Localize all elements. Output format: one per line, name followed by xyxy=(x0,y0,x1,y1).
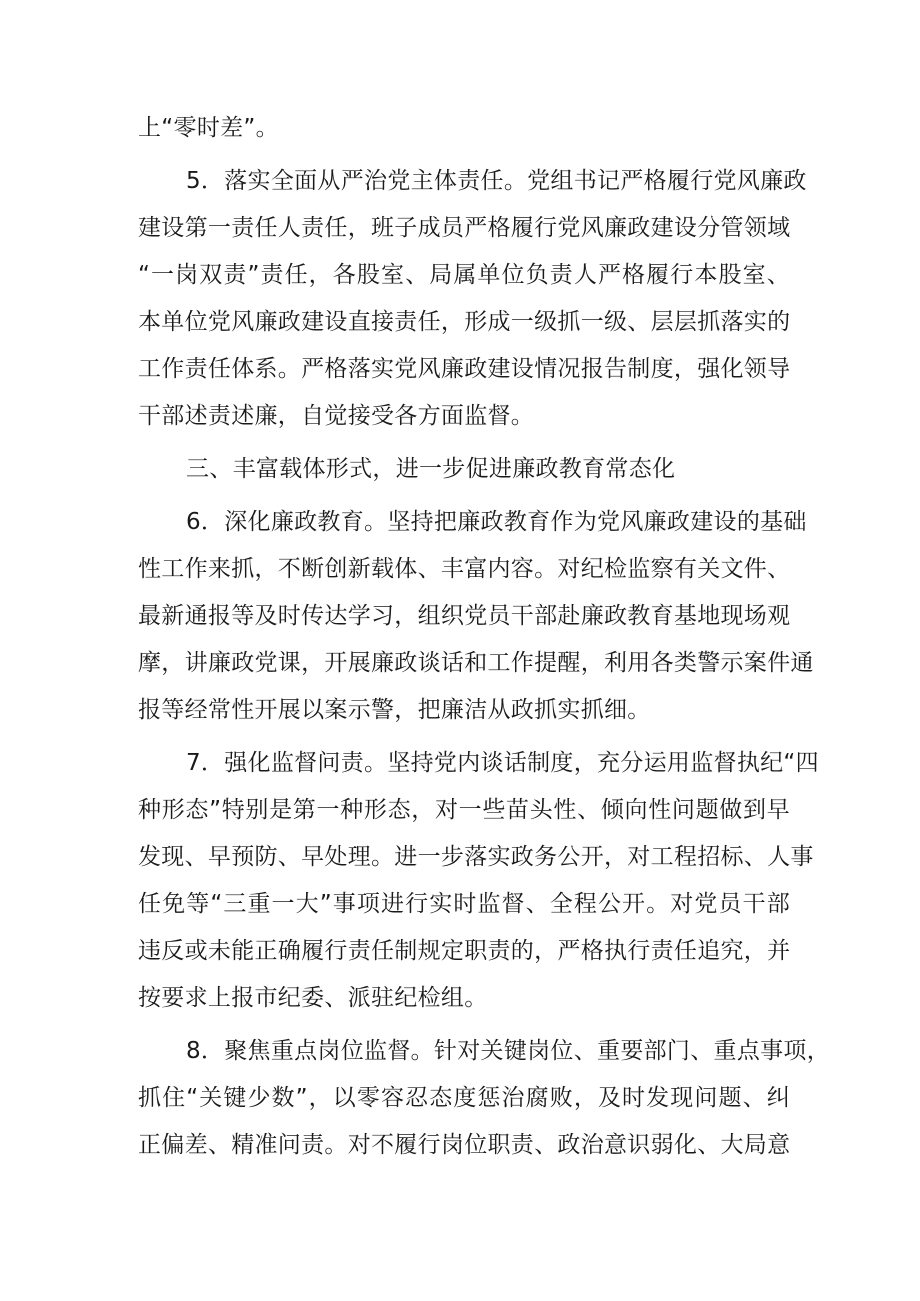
text-line: 任免等“三重一大”事项进行实时监督、全程公开。对党员干部 xyxy=(138,891,790,917)
text-line: 干部述责述廉，自觉接受各方面监督。 xyxy=(138,403,535,429)
text-line: 性工作来抓，不断创新载体、丰富内容。对纪检监察有关文件、 xyxy=(138,556,791,582)
text-line: 抓住“关键少数”，以零容忍态度惩治腐败，及时发现问题、纠 xyxy=(138,1085,790,1111)
text-line: 摩，讲廉政党课，开展廉政谈话和工作提醒，利用各类警示案件通 xyxy=(138,650,814,676)
section-item-5-heading-line: 5．落实全面从严治党主体责任。党组书记严格履行党风廉政 xyxy=(186,168,807,194)
text-line: 按要求上报市纪委、派驻纪检组。 xyxy=(138,985,488,1011)
text-line: 工作责任体系。严格落实党风廉政建设情况报告制度，强化领导 xyxy=(138,356,791,382)
text-line: “一岗双责”责任，各股室、局属单位负责人严格履行本股室、 xyxy=(138,262,790,288)
text-line: 建设第一责任人责任，班子成员严格履行党风廉政建设分管领域 xyxy=(138,215,791,241)
text-line: 本单位党风廉政建设直接责任，形成一级抓一级、层层抓落实的 xyxy=(138,309,791,335)
text-line: 最新通报等及时传达学习，组织党员干部赴廉政教育基地现场观 xyxy=(138,603,791,629)
section-item-7-heading-line: 7．强化监督问责。坚持党内谈话制度，充分运用监督执纪“四 xyxy=(186,750,819,776)
text-line: 种形态”特别是第一种形态，对一些苗头性、倾向性问题做到早 xyxy=(138,797,790,823)
text-line: 发现、早预防、早处理。进一步落实政务公开，对工程招标、人事 xyxy=(138,844,814,870)
section-item-8-heading-line: 8．聚焦重点岗位监督。针对关键岗位、重要部门、重点事项， xyxy=(186,1038,831,1064)
text-line: 报等经常性开展以案示警，把廉洁从政抓实抓细。 xyxy=(138,697,651,723)
section-item-6-heading-line: 6．深化廉政教育。坚持把廉政教育作为党风廉政建设的基础 xyxy=(186,509,807,535)
section-heading: 三、丰富载体形式，进一步促进廉政教育常态化 xyxy=(186,456,676,482)
text-line: 违反或未能正确履行责任制规定职责的，严格执行责任追究，并 xyxy=(138,938,791,964)
text-line: 上“零时差”。 xyxy=(138,115,279,141)
text-line: 正偏差、精准问责。对不履行岗位职责、政治意识弱化、大局意 xyxy=(138,1132,791,1158)
